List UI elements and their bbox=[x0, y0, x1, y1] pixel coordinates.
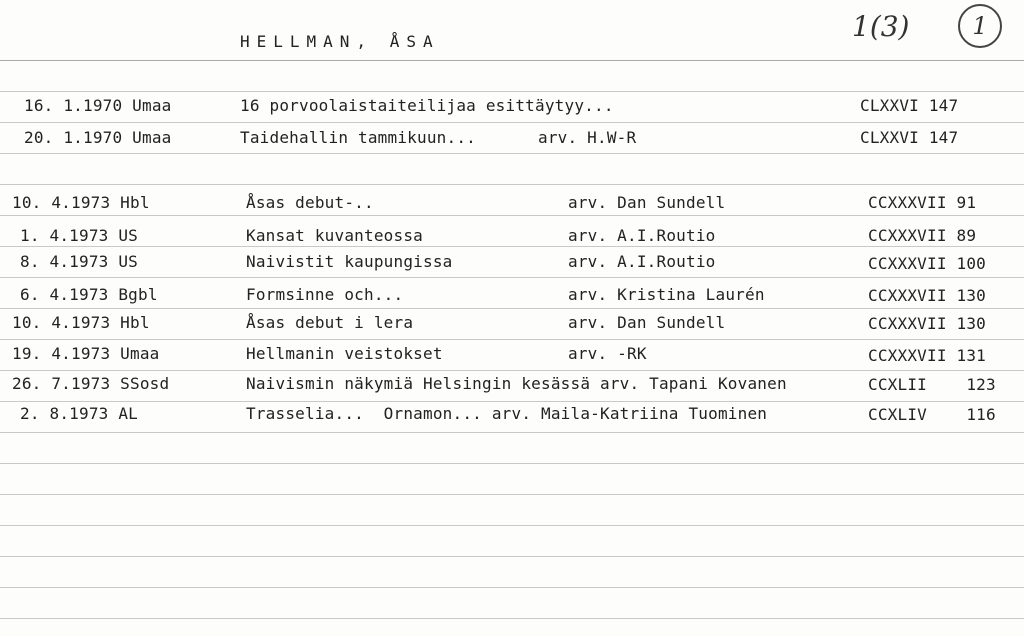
entry-ref: CCXLIV 116 bbox=[868, 405, 996, 424]
rule bbox=[0, 308, 1024, 309]
entry-ref: CLXXVI 147 bbox=[860, 128, 959, 147]
entry-ref: CCXXXVII 130 bbox=[868, 286, 986, 305]
entry-date: 20. 1.1970 Umaa bbox=[24, 128, 172, 147]
rule bbox=[0, 432, 1024, 433]
entry-ref: CCXXXVII 130 bbox=[868, 314, 986, 333]
entry-critic: arv. A.I.Routio bbox=[568, 226, 716, 245]
entry-title: Taidehallin tammikuun... bbox=[240, 128, 476, 147]
entry-date: 6. 4.1973 Bgbl bbox=[20, 285, 158, 304]
entry-title: 16 porvoolaistaiteilijaa esittäytyy... bbox=[240, 96, 614, 115]
rule bbox=[0, 246, 1024, 247]
card-name: HELLMAN, ÅSA bbox=[240, 32, 440, 51]
entry-title: Naivistit kaupungissa bbox=[246, 252, 453, 271]
entry-critic: arv. -RK bbox=[568, 344, 647, 363]
rule bbox=[0, 215, 1024, 216]
entry-title: Formsinne och... bbox=[246, 285, 404, 304]
card-number: 1 bbox=[972, 12, 988, 40]
entry-date: 26. 7.1973 SSosd bbox=[12, 374, 170, 393]
rule bbox=[0, 463, 1024, 464]
entry-date: 10. 4.1973 Hbl bbox=[12, 193, 150, 212]
rule bbox=[0, 587, 1024, 588]
rule bbox=[0, 184, 1024, 185]
rule bbox=[0, 401, 1024, 402]
rule bbox=[0, 153, 1024, 154]
rule bbox=[0, 339, 1024, 340]
rule bbox=[0, 370, 1024, 371]
entry-critic: arv. Dan Sundell bbox=[568, 313, 726, 332]
rule bbox=[0, 494, 1024, 495]
entry-title: Naivismin näkymiä Helsingin kesässä arv. Tapani Kovanen bbox=[246, 374, 787, 393]
page-mark: 1(3) bbox=[852, 10, 910, 43]
entry-critic: arv. Dan Sundell bbox=[568, 193, 726, 212]
entry-ref: CCXLII 123 bbox=[868, 375, 996, 394]
entry-title: Åsas debut i lera bbox=[246, 313, 414, 332]
entry-date: 19. 4.1973 Umaa bbox=[12, 344, 160, 363]
entry-critic: arv. H.W-R bbox=[538, 128, 637, 147]
entry-ref: CCXXXVII 89 bbox=[868, 226, 977, 245]
rule bbox=[0, 618, 1024, 619]
entry-ref: CCXXXVII 100 bbox=[868, 254, 986, 273]
entry-date: 10. 4.1973 Hbl bbox=[12, 313, 150, 332]
rule bbox=[0, 556, 1024, 557]
entry-title: Åsas debut-.. bbox=[246, 193, 374, 212]
entry-ref: CCXXXVII 131 bbox=[868, 346, 986, 365]
entry-title: Hellmanin veistokset bbox=[246, 344, 443, 363]
rule bbox=[0, 525, 1024, 526]
card-number-circle bbox=[958, 4, 1002, 48]
entry-ref: CCXXXVII 91 bbox=[868, 193, 977, 212]
rule bbox=[0, 122, 1024, 123]
entry-date: 1. 4.1973 US bbox=[20, 226, 138, 245]
entry-title: Trasselia... Ornamon... arv. Maila-Katriina Tuominen bbox=[246, 404, 768, 423]
entry-critic: arv. Kristina Laurén bbox=[568, 285, 765, 304]
entry-title: Kansat kuvanteossa bbox=[246, 226, 423, 245]
entry-date: 8. 4.1973 US bbox=[20, 252, 138, 271]
entry-critic: arv. A.I.Routio bbox=[568, 252, 716, 271]
entry-date: 16. 1.1970 Umaa bbox=[24, 96, 172, 115]
entry-ref: CLXXVI 147 bbox=[860, 96, 959, 115]
rule bbox=[0, 91, 1024, 92]
rule bbox=[0, 277, 1024, 278]
entry-date: 2. 8.1973 AL bbox=[20, 404, 138, 423]
rule bbox=[0, 60, 1024, 61]
